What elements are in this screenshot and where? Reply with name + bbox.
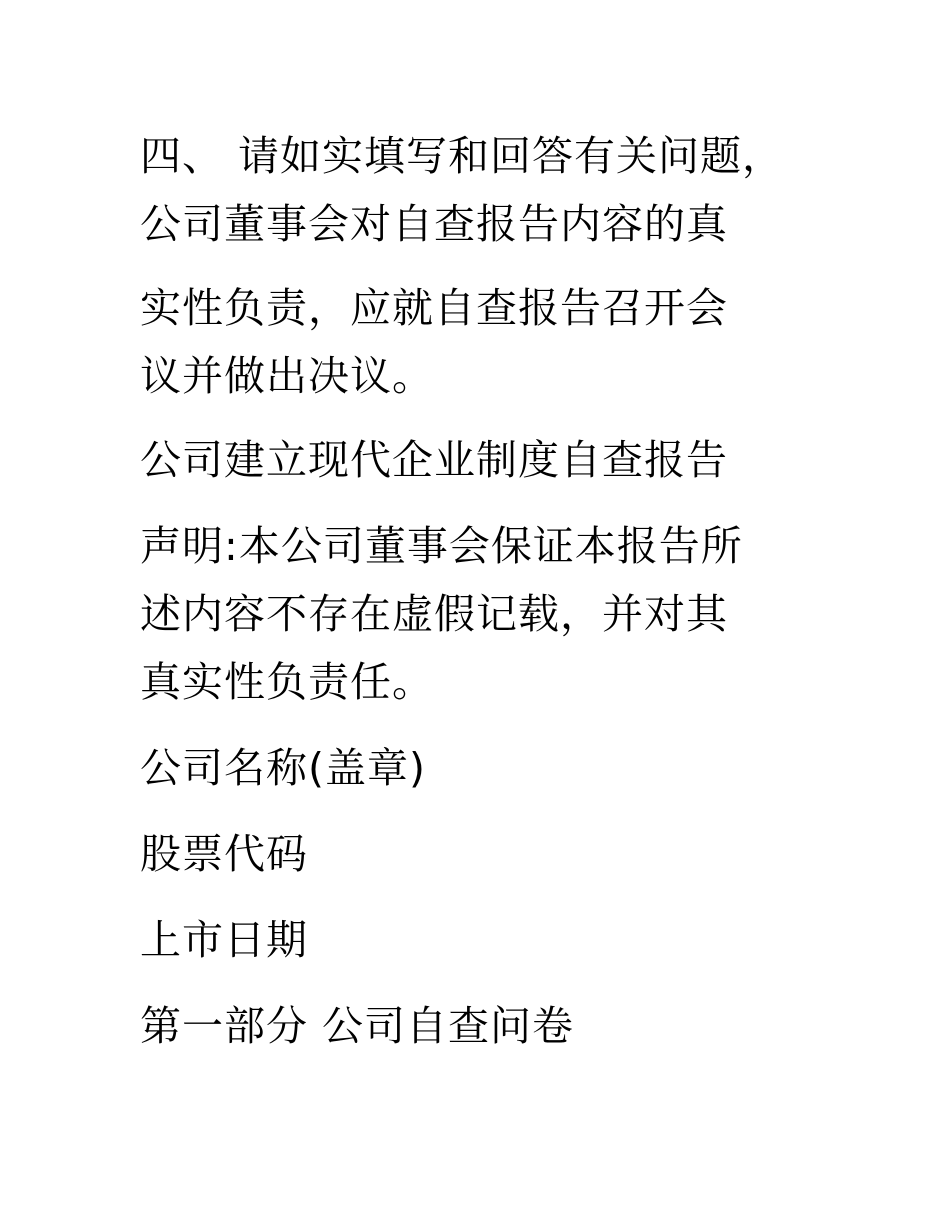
text-line-instruction-4-c: 实性负责，应就自查报告召开会 (140, 284, 728, 332)
stock-code-label: 股票代码 (140, 830, 308, 878)
report-title: 公司建立现代企业制度自查报告 (140, 436, 728, 484)
text-line-instruction-4-d: 议并做出决议。 (140, 352, 434, 400)
text-line-instruction-4-a: 四、 请如实填写和回答有关问题， (140, 132, 785, 180)
text-line-declaration-c: 真实性负责任。 (140, 658, 434, 706)
company-name-label: 公司名称(盖章) (140, 744, 426, 792)
section-heading: 第一部分 公司自查问卷 (140, 1002, 575, 1050)
text-line-declaration-a: 声明:本公司董事会保证本报告所 (140, 522, 743, 570)
listing-date-label: 上市日期 (140, 916, 308, 964)
text-line-instruction-4-b: 公司董事会对自查报告内容的真 (140, 200, 728, 248)
text-line-declaration-b: 述内容不存在虚假记载，并对其 (140, 590, 728, 638)
